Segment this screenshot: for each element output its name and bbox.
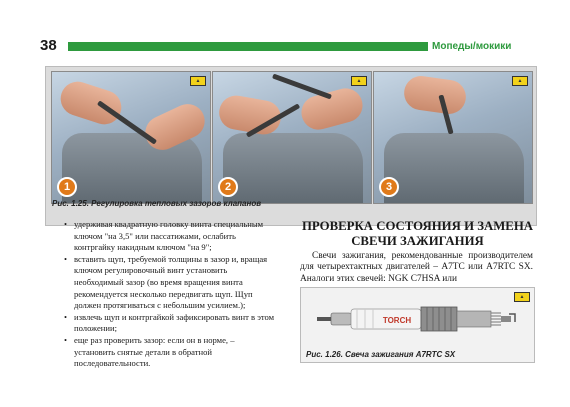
logo-icon: ▲ xyxy=(512,76,528,86)
instruction-list xyxy=(62,219,277,370)
figure-caption: Рис. 1.26. Свеча зажигания A7RTC SX xyxy=(306,350,456,359)
photo-step-2 xyxy=(212,71,372,204)
photo-step-1 xyxy=(51,71,211,204)
logo-icon: ▲ xyxy=(190,76,206,86)
photo-step-3 xyxy=(373,71,533,204)
figure-caption: Рис. 1.25. Регулировка тепловых зазоров клапанов xyxy=(52,199,262,208)
logo-icon: ▲ xyxy=(351,76,367,86)
header-bar xyxy=(68,42,428,51)
list-item: • извлечь щуп и контргайкой зафиксировать винт в этом положении; xyxy=(62,312,277,335)
spark-plug-image xyxy=(317,300,517,338)
section-body: Свечи зажигания, рекомендованные производителем для четырехтактных двигателей – A7TC или A7RTC SX. Аналоги этих свечей: NGK C7HSA или xyxy=(300,251,533,284)
logo-icon: ▲ xyxy=(514,292,530,302)
page-number: 38 xyxy=(40,37,57,54)
plug-brand-label: TORCH xyxy=(382,316,412,325)
section-header-title: Мопеды/мокики xyxy=(432,41,512,52)
engine-image xyxy=(384,133,524,203)
hand-image xyxy=(402,74,468,116)
feeler-gauge-image xyxy=(272,74,332,100)
hand-image xyxy=(56,77,125,128)
heading-line: ПРОВЕРКА СОСТОЯНИЯ И ЗАМЕНА xyxy=(301,219,534,233)
step-badge: 3 xyxy=(379,177,399,197)
list-item: • еще раз проверить зазор: если он в норме, – установить снятые детали в обратной последовательности. xyxy=(62,335,277,370)
engine-image xyxy=(62,133,202,203)
engine-image xyxy=(223,133,363,203)
heading-line: СВЕЧИ ЗАЖИГАНИЯ xyxy=(351,234,484,248)
hand-image xyxy=(298,85,367,134)
list-item: • удерживая квадратную головку винта специальным ключом "на 3,5" или пассатижами, ослабить контргайку накидным ключом "на 9"; xyxy=(62,219,277,254)
step-badge: 1 xyxy=(57,177,77,197)
section-heading xyxy=(300,219,535,249)
step-badge: 2 xyxy=(218,177,238,197)
list-item: • вставить щуп, требуемой толщины в зазор и, вращая ключом регулировочный винт установить необходимый зазор (во время вращения винта рекомендуется несколько передвигать щуп. Щуп должен протягиваться с небольшим усилием.); xyxy=(62,254,277,312)
